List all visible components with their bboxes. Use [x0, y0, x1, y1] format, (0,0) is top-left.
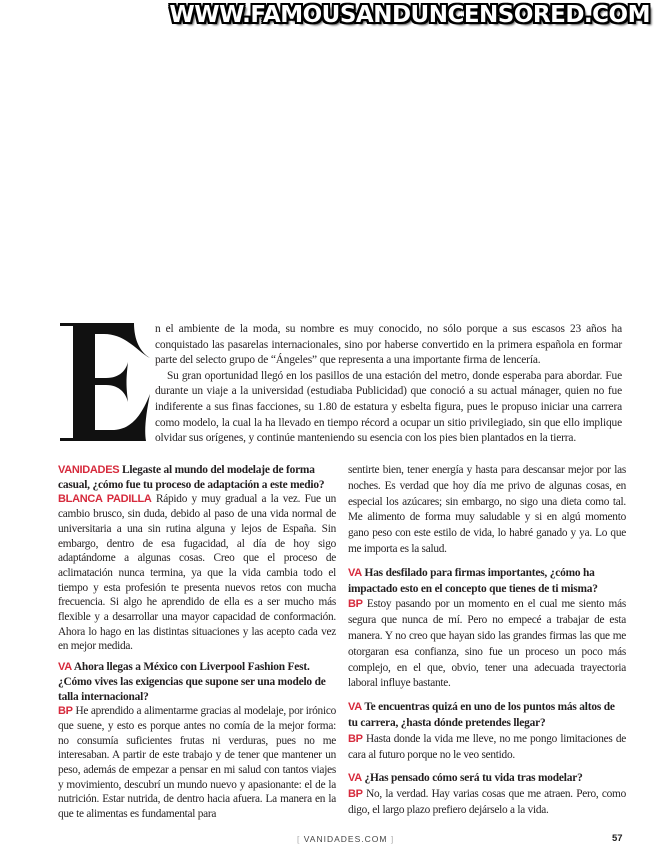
qa-block: [58, 463, 336, 654]
interviewee-tag: BP: [348, 788, 363, 801]
question: [348, 566, 626, 598]
website-label: VANIDADES.COM: [303, 834, 388, 844]
interviewer-tag: VANIDADES: [58, 464, 120, 476]
question: [348, 700, 626, 732]
question-text: ¿Has pensado cómo será tu vida tras modelar?: [364, 772, 583, 785]
question-text: Te encuentras quizá en uno de los puntos más altos de tu carrera, ¿hasta dónde pretendes llegar?: [348, 701, 615, 729]
intro-paragraph: n el ambiente de la moda, su nombre es muy conocido, no sólo porque a sus escasos 23 años ha conquistado las pasarelas internacionales, sino por haberse convertido en la primera española en formar parte del selecto grupo de “Ángeles” que representa a una importante firma de lencería.: [155, 323, 622, 367]
interviewee-tag: BP: [58, 705, 73, 718]
intro-text: [155, 322, 622, 447]
answer-continuation: sentirte bien, tener energía y hasta para descansar mejor por las noches. Es verdad que hoy día me privo de algunas cosas, en especial los azúcares; sin embargo, no sigo una dieta como tal. Me alimento de forma muy saludable y si en algú momento gano peso con este estilo de vida, lo habré ganado y ya. Lo que me importa es la salud.: [348, 464, 626, 555]
answer-text: He aprendido a alimentarme gracias al modelaje, por irónico que suene, y esto es porque antes no comía de la mejor forma: no consumía suficientes frutas ni verduras, pues no me interesaban. A partir de este trabajo y de tener que mantener un peso, además de empezar a pensar en mi salud con tantos viajes y movimiento, descubrí un mundo nuevo y apasionante: el de la nutrición. Estar nutrida, de dentro hacia afuera. La manera en la que te alimentas es fundamental para: [58, 705, 336, 821]
qa-block: [348, 771, 626, 818]
interviewee-tag: BP: [348, 732, 363, 745]
answer-text: No, la verdad. Hay varias cosas que me atraen. Pero, como digo, el largo plazo prefiero dejárselo a la vida.: [348, 788, 626, 816]
interview-column-right: [348, 463, 626, 819]
page-number: 57: [612, 833, 623, 844]
interviewee-tag: BP: [348, 598, 363, 611]
interviewer-tag: VA: [348, 772, 362, 785]
footer-website: [297, 834, 394, 844]
qa-block: [348, 700, 626, 763]
bracket-close: ]: [390, 834, 395, 844]
interviewer-tag: VA: [348, 566, 362, 579]
question: [58, 660, 336, 704]
bracket-open: [: [297, 834, 301, 844]
watermark-banner: WWW.FAMOUSANDUNCENSORED.COM: [169, 2, 650, 28]
answer: [58, 492, 336, 654]
drop-cap-glyph: [60, 323, 150, 441]
answer-text: Rápido y muy gradual a la vez. Fue un cambio brusco, sin duda, debido al paso de una vida normal de universitaria a una sin rutina alguna y lejos de España. Sin embargo, dentro de esa fugacidad, al día de hoy sigo adaptándome a algunas cosas. Creo que el proceso de aclimatación nunca termina, ya que la vida cambia todo el tiempo y esta profesión te presenta nuevos retos con mucha frecuencia. Si algo he aprendido de ella es a ser mucho más flexible y a desarrollar una mayor capacidad de conformación. Ahora lo hago en las distintas situaciones y las acepto cada vez en mejor medida.: [58, 493, 337, 653]
answer: [348, 597, 626, 692]
interviewee-tag: BLANCA PADILLA: [58, 493, 152, 506]
answer: [58, 704, 336, 822]
qa-block: [58, 660, 336, 822]
intro-paragraph: Su gran oportunidad llegó en los pasillos de una estación del metro, donde esperaba para abordar. Fue durante un viaje a la universidad (estudiaba Publicidad) que conoció a su actual mánager, quien no fue indiferente a sus finas facciones, su 1.80 de estatura y esbelta figura, pues le propuso iniciar una carrera como modelo, la cual la ha llevado en tiempo récord a ocupar un sitio privilegiado, sin que ello implique olvidar sus orígenes, y continúe manteniendo su esencia con los pies bien plantados en la tierra.: [155, 369, 622, 445]
drop-cap-letter: [60, 322, 152, 442]
interview-column-left: [58, 463, 336, 822]
qa-block: [348, 566, 626, 692]
answer-text: Estoy pasando por un momento en el cual me siento más segura que nunca de mí. Pero no empecé a trabajar de esta manera. Y no creo que hayan sido las grandes firmas las que me otorgaran esa confianza, sino fue un proceso un poco más complejo, en el que, obvio, tener una adecuada trayectoria laboral influye bastante.: [348, 598, 626, 690]
answer-text: Hasta donde la vida me lleve, no me pongo limitaciones de cara al futuro porque no le veo sentido.: [348, 732, 626, 761]
answer: [348, 732, 626, 764]
interviewer-tag: VA: [348, 701, 362, 714]
question: [348, 771, 626, 787]
question-text: Has desfilado para firmas importantes, ¿cómo ha impactado esto en el concepto que tienes de ti misma?: [348, 566, 598, 595]
question: [58, 463, 336, 492]
interviewer-tag: VA: [58, 661, 72, 674]
question-text: Llegaste al mundo del modelaje de forma casual, ¿cómo fue tu proceso de adaptación a este medio?: [58, 464, 325, 491]
question-text: Ahora llegas a México con Liverpool Fashion Fest. ¿Cómo vives las exigencias que supone ser una modelo de talla internacional?: [58, 661, 326, 703]
intro-section: [60, 322, 622, 444]
answer: [348, 787, 626, 819]
